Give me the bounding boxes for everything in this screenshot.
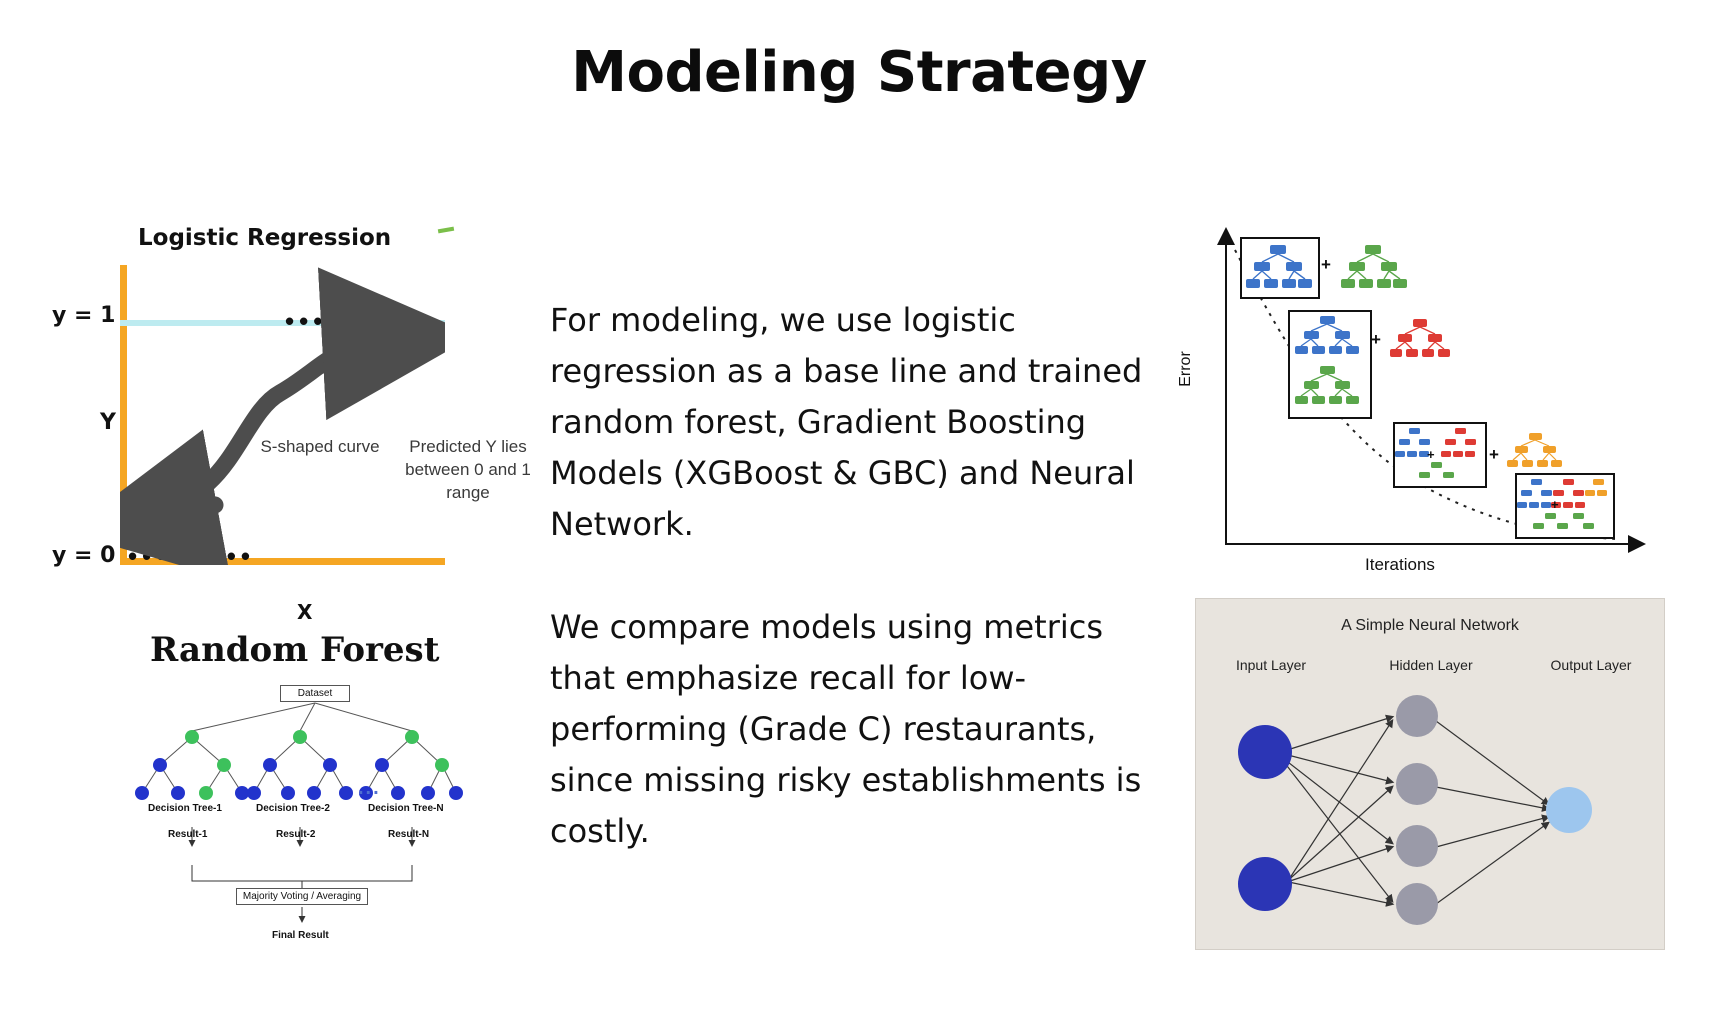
upper-data-dots: •••••••••• <box>285 306 427 336</box>
input-node-2 <box>1238 857 1292 911</box>
page-title: Modeling Strategy <box>571 40 1147 105</box>
hidden-node-4 <box>1396 883 1438 925</box>
output-layer-label: Output Layer <box>1550 657 1632 673</box>
green-tree-icon-1 <box>1337 239 1409 293</box>
output-node-1 <box>1546 787 1592 833</box>
right-figures-column <box>1176 225 1695 950</box>
neural-network-figure <box>1195 598 1665 950</box>
x-axis-label: X <box>297 600 313 624</box>
majority-voting-box: Majority Voting / Averaging <box>236 888 368 905</box>
s-shaped-curve-annotation: S-shaped curve <box>260 437 380 456</box>
random-forest-title: Random Forest <box>150 630 440 670</box>
boosting-plus-3: + <box>1427 447 1435 462</box>
neural-network-title: A Simple Neural Network <box>1341 617 1519 634</box>
paragraph-evaluation-metrics: We compare models using metrics that emphasize recall for low-performing (Grade C) restaurants, since missing risky establishments is costly. <box>550 608 1142 850</box>
blue-green-tree-icon <box>1290 312 1366 413</box>
hidden-node-3 <box>1396 825 1438 867</box>
boosting-x-axis-label: Iterations <box>1365 555 1435 574</box>
hidden-layer-label: Hidden Layer <box>1389 657 1473 673</box>
gradient-boosting-figure <box>1176 225 1665 580</box>
tree-ellipsis: ... <box>358 777 381 799</box>
random-forest-figure <box>20 630 490 941</box>
input-node-1 <box>1238 725 1292 779</box>
logistic-regression-figure <box>20 225 531 624</box>
y-equals-zero-label: y = 0 <box>52 543 116 568</box>
boosting-stage-2-box <box>1288 310 1372 419</box>
boosting-plus-4: + <box>1489 445 1499 464</box>
result-n-label: Result-N <box>388 829 430 840</box>
paragraph-modeling-approach: For modeling, we use logistic regression as a base line and trained random forest, Gradient Boosting Models (XGBoost & GBC) and Neural Network. <box>550 301 1143 543</box>
y-equals-one-label: y = 1 <box>52 303 116 328</box>
orange-tree-icon <box>1505 430 1567 476</box>
logistic-regression-plot <box>120 265 531 571</box>
left-figures-column <box>20 225 531 941</box>
final-ensemble-trees-icon <box>1517 475 1609 533</box>
hidden-node-2 <box>1396 763 1438 805</box>
boosting-plus-5: + <box>1551 497 1559 512</box>
blue-red-green-trees-icon <box>1395 424 1481 482</box>
result-2-label: Result-2 <box>276 829 316 840</box>
input-layer-label: Input Layer <box>1235 657 1307 673</box>
boosting-stage-1-box <box>1240 237 1320 299</box>
boosting-plus-2: + <box>1371 330 1381 349</box>
boosting-plus-1: + <box>1321 255 1331 274</box>
green-tick-icon <box>438 227 454 234</box>
y-axis-label: Y <box>100 410 116 435</box>
red-tree-icon-1 <box>1387 315 1453 365</box>
dataset-box: Dataset <box>280 685 350 702</box>
blue-tree-icon <box>1242 239 1314 293</box>
tree-2-label: Decision Tree-2 <box>256 803 330 814</box>
predicted-y-annotation: Predicted Y lies between 0 and 1 range <box>405 437 531 502</box>
tree-1-label: Decision Tree-1 <box>148 803 222 814</box>
lower-data-dots: ••••••••• <box>128 541 255 571</box>
result-1-label: Result-1 <box>168 829 208 840</box>
boosting-stage-4-box <box>1515 473 1615 539</box>
body-text-column <box>550 295 1170 857</box>
final-result-label: Final Result <box>272 930 329 941</box>
logistic-regression-title: Logistic Regression <box>138 225 392 251</box>
sigmoid-curve-icon <box>120 265 445 571</box>
tree-n-label: Decision Tree-N <box>368 803 444 814</box>
boosting-stage-3-box <box>1393 422 1487 488</box>
hidden-node-1 <box>1396 695 1438 737</box>
boosting-y-axis-label: Error <box>1176 351 1194 387</box>
